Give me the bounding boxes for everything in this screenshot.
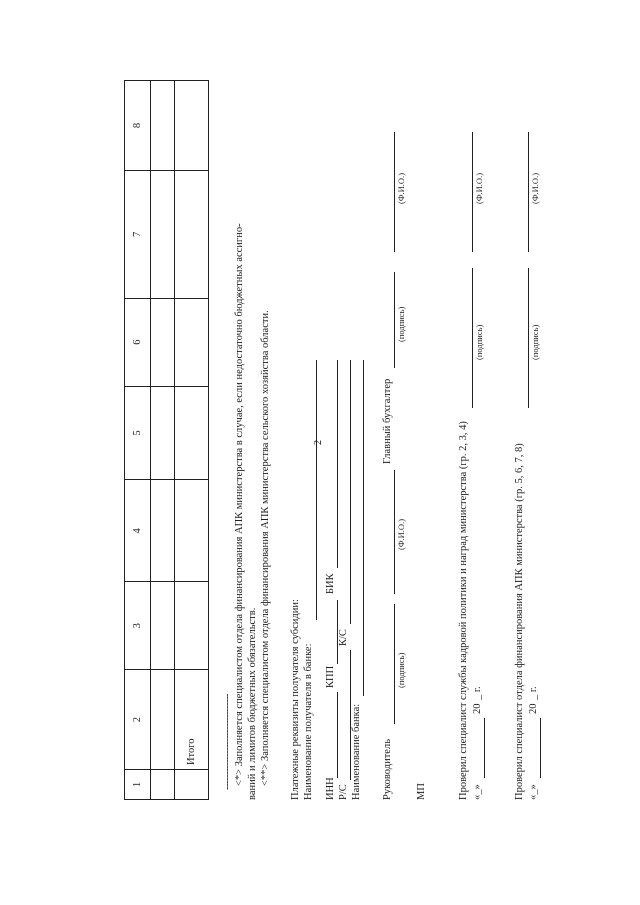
page-number: 2 [313, 440, 324, 445]
chief-accountant-label: Главный бухгалтер [382, 378, 393, 464]
footnote-1-line-1: <*> Заполняется специалистом отдела финансирования АПК министерства в случае, если недостаточно бюджетных ассигно- [234, 223, 245, 786]
column-number-cell: 7 [125, 170, 151, 298]
column-number-cell: 3 [125, 582, 151, 670]
table-cell [151, 670, 175, 770]
bank-name-label: Наименование банка: [351, 703, 362, 800]
finance-date-open: «_» [528, 784, 539, 800]
rs-label: Р/С [338, 784, 349, 800]
personnel-fio-line [472, 132, 473, 252]
footnote-separator: -------------------------------- [222, 694, 233, 790]
rotated-signature-block [458, 60, 578, 800]
column-number-cell: 2 [125, 670, 151, 770]
chief-signature-line [394, 272, 395, 368]
bank-name-line [363, 360, 364, 696]
inn-label: ИНН [325, 777, 336, 800]
table-cell [151, 170, 175, 298]
column-number-cell: 4 [125, 480, 151, 582]
table-cell [175, 770, 209, 800]
stamp-label: МП [416, 783, 427, 800]
table-header-row [125, 81, 151, 800]
personnel-fio-hint: (Ф.И.О.) [474, 172, 484, 204]
table-total-row [175, 81, 209, 800]
footnote-2: <**> Заполняется специалистом отдела финансирования АПК министерства сельского хозяйства области. [260, 310, 271, 786]
column-number-cell: 5 [125, 386, 151, 480]
ks-line [350, 360, 351, 624]
head-label: Руководитель [382, 739, 393, 800]
column-number-cell: 1 [125, 770, 151, 800]
personnel-sign-hint: (подпись) [474, 324, 484, 360]
table-cell [151, 81, 175, 171]
table-cell [151, 770, 175, 800]
bank-recipient-line [316, 360, 317, 620]
finance-sign-hint: (подпись) [530, 324, 540, 360]
chief-fio-line [394, 132, 395, 252]
personnel-date-line [484, 718, 485, 778]
checked-personnel-label: Проверил специалист службы кадровой политики и наград министерства (гр. 2, 3, 4) [458, 421, 469, 800]
chief-sign-hint: (подпись) [396, 306, 406, 342]
table-cell [151, 582, 175, 670]
requisites-title: Платежные реквизиты получателя субсидии: [290, 599, 301, 800]
finance-fio-hint: (Ф.И.О.) [530, 172, 540, 204]
personnel-date-open: «_» [472, 784, 483, 800]
inn-line [337, 692, 338, 778]
column-number-cell: 8 [125, 81, 151, 171]
table-cell [151, 298, 175, 386]
table-cell [175, 480, 209, 582]
finance-date-line [540, 718, 541, 778]
rotated-document-body [124, 60, 434, 800]
head-sign-hint: (подпись) [396, 652, 406, 688]
finance-signature-line [528, 268, 529, 408]
ks-label: К/С [338, 629, 349, 646]
bik-label: БИК [325, 573, 336, 594]
table-cell [175, 81, 209, 171]
table-cell [175, 386, 209, 480]
finance-date-suffix: _ г. [528, 686, 539, 700]
bank-recipient-label: Наименование получателя в банке: [303, 643, 314, 800]
table-cell [151, 480, 175, 582]
column-number-cell: 6 [125, 298, 151, 386]
finance-fio-line [528, 132, 529, 252]
head-fio-line [394, 470, 395, 594]
finance-date-year: 20 [528, 703, 539, 714]
personnel-signature-line [472, 268, 473, 408]
table-row [151, 81, 175, 800]
footnote-1-line-2: ваний и лимитов бюджетных обязательств. [247, 607, 258, 800]
personnel-date-suffix: _ г. [472, 686, 483, 700]
table-cell [175, 582, 209, 670]
table-cell [175, 170, 209, 298]
head-fio-hint: (Ф.И.О.) [396, 518, 406, 550]
subsidy-table [124, 80, 209, 800]
table-cell [151, 386, 175, 480]
table-cell [175, 298, 209, 386]
head-signature-line [394, 604, 395, 724]
kpp-label: КПП [325, 665, 336, 688]
bik-line [337, 360, 338, 568]
checked-finance-label: Проверил специалист отдела финансирования АПК министерства (гр. 5, 6, 7, 8) [514, 443, 525, 800]
personnel-date-year: 20 [472, 703, 483, 714]
total-label: Итого [175, 670, 209, 770]
chief-fio-hint: (Ф.И.О.) [396, 172, 406, 204]
